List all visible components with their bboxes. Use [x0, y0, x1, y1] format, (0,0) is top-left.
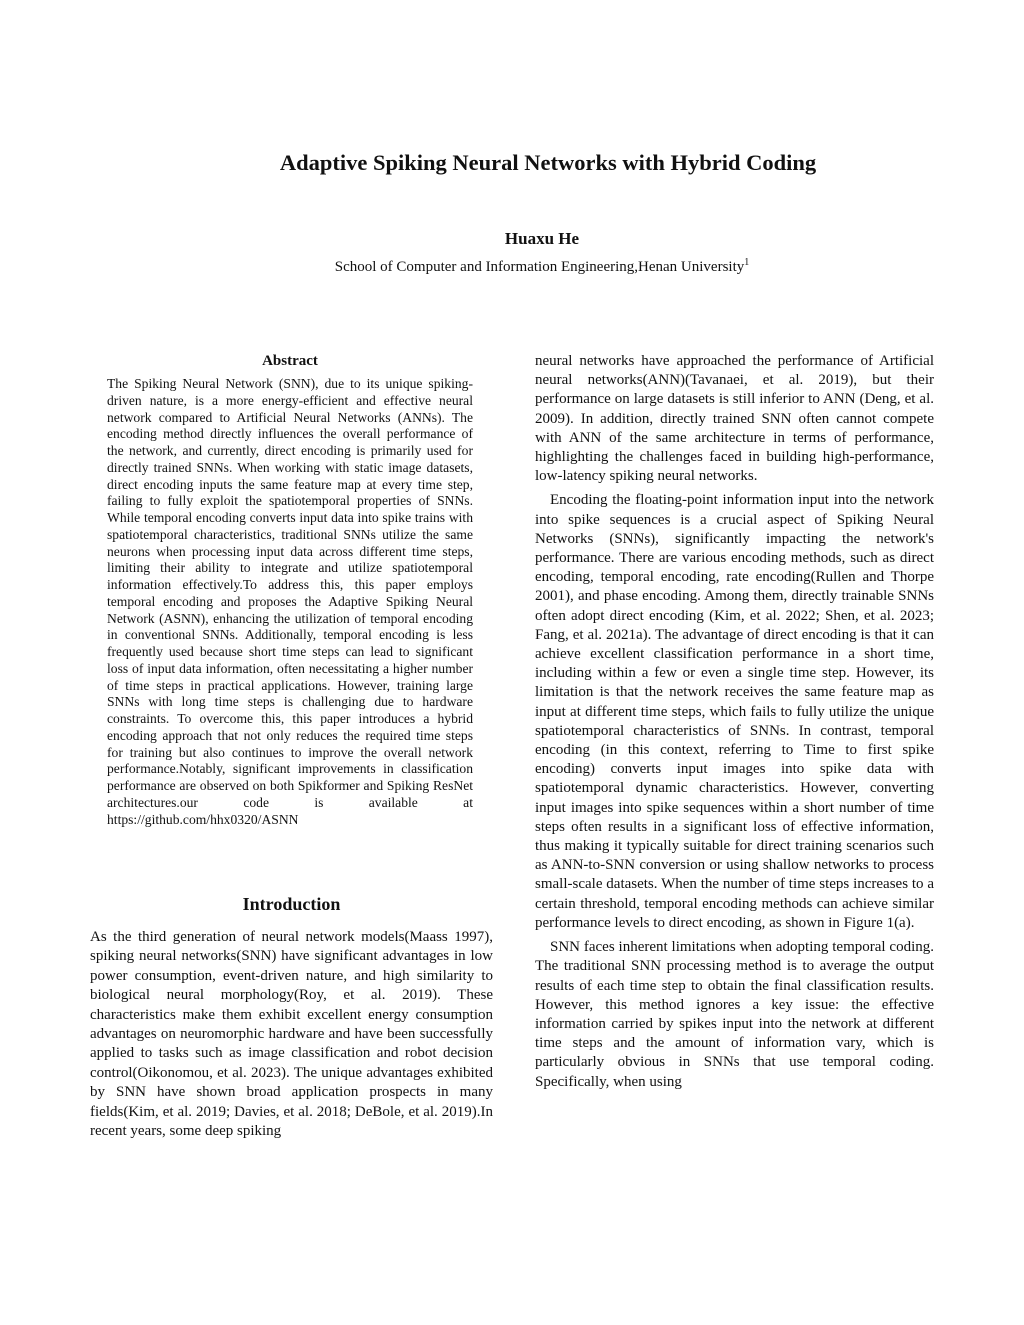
right-paragraph-2: Encoding the floating-point information input into the network into spike sequences is a crucial aspect of Spiking Neural Networks (SNNs), significantly impacting the network's performance. There are various encoding methods, such as direct encoding, temporal encoding, rate encoding(Rullen and Thorpe 2001), and phase encoding. Among them, directly trainable SNNs often adopt direct encoding (Kim, et al. 2022; Shen, et al. 2023; Fang, et al. 2021a). The advantage of direct encoding is that it can achieve excellent classification performance in a short time, including within a few or even a single time step. However, its limitation is that the network receives the same feature map as input at different time steps, which fails to fully utilize the unique spatiotemporal characteristics of SNNs. In contrast, temporal encoding (in this context, referring to Time to first spike encoding) converts input images into spike data with spatiotemporal dynamic characteristics. However, converting input images into spike sequences within a short number of time steps often results in a significant loss of effective information, thus making it typically suitable for direct training scenarios such as ANN-to-SNN conversion or using shallow networks to process small-scale datasets. When the number of time steps increases to a certain threshold, temporal encoding methods can achieve similar performance levels to direct encoding, as shown in Figure 1(a).	[535, 492, 934, 931]
abstract-body: The Spiking Neural Network (SNN), due to its unique spiking-driven nature, is a more energy-efficient and effective neural network compared to Artificial Neural Networks (ANNs). The encoding method directly influences the overall performance of the network, and currently, direct encoding is primarily used for directly trained SNNs. When working with static image datasets, direct encoding inputs the same feature map at every time step, failing to fully exploit the spatiotemporal properties of SNNs. While temporal encoding converts input data into spike trains with spatiotemporal characteristics, traditional SNNs utilize the same neurons when processing input data across different time steps, limiting their ability to integrate and utilize spatiotemporal information effectively.To address this, this paper employs temporal encoding and proposes the Adaptive Spiking Neural Network (ASNN), enhancing the utilization of temporal encoding in conventional SNNs. Additionally, temporal encoding is less frequently used because short time steps can lead to significant loss of input data information, often necessitating a higher number of time steps in practical applications. However, training large SNNs with long time steps is challenging due to hardware constraints. To overcome this, this paper introduces a hybrid encoding approach that not only reduces the required time steps for training but also continues to improve the overall network performance.Notably, significant improvements in classification performance are observed on both Spikformer and Spiking ResNet architectures.our code is available at https://github.com/hhx0320/ASNN	[107, 376, 473, 827]
right-paragraph-3: SNN faces inherent limitations when adopting temporal coding. The traditional SNN processing method is to average the output results of each time step to obtain the final classification results. However, this method ignores a key issue: the effective information carried by spikes input into the network at different time steps and the amount of information vary, which is particularly obvious in SNNs that use temporal coding. Specifically, when using	[535, 939, 934, 1090]
author-affiliation	[0, 257, 1024, 276]
abstract-heading: Abstract	[262, 353, 318, 369]
right-column	[535, 352, 934, 1092]
introduction-heading: Introduction	[242, 894, 341, 914]
affiliation-text: School of Computer and Information Engineering,Henan University	[334, 259, 745, 275]
right-paragraph-1: neural networks have approached the performance of Artificial neural networks(ANN)(Tavanaei, et al. 2019), but their performance on large datasets is still inferior to ANN (Deng, et al. 2009). In addition, directly trained SNN often cannot compete with ANN of the same architecture in terms of performance, highlighting the challenges faced in building high-performance, low-latency spiking neural networks.	[535, 353, 934, 485]
author-name: Huaxu He	[504, 229, 580, 248]
affiliation-mark: 1	[744, 257, 750, 268]
paper-title: Adaptive Spiking Neural Networks with Hybrid Coding	[279, 150, 817, 175]
introduction-body: As the third generation of neural network models(Maass 1997), spiking neural networks(SNN) have significant advantages in low power consumption, event-driven nature, and high similarity to biological neural morphology(Roy, et al. 2019). These characteristics make them exhibit excellent energy consumption advantages on neuromorphic hardware and have been successfully applied to tasks such as image classification and robot decision control(Oikonomou, et al. 2023). The unique advantages exhibited by SNN have shown broad application prospects in many fields(Kim, et al. 2019; Davies, et al. 2018; DeBole, et al. 2019).In recent years, some deep spiking	[90, 929, 493, 1140]
